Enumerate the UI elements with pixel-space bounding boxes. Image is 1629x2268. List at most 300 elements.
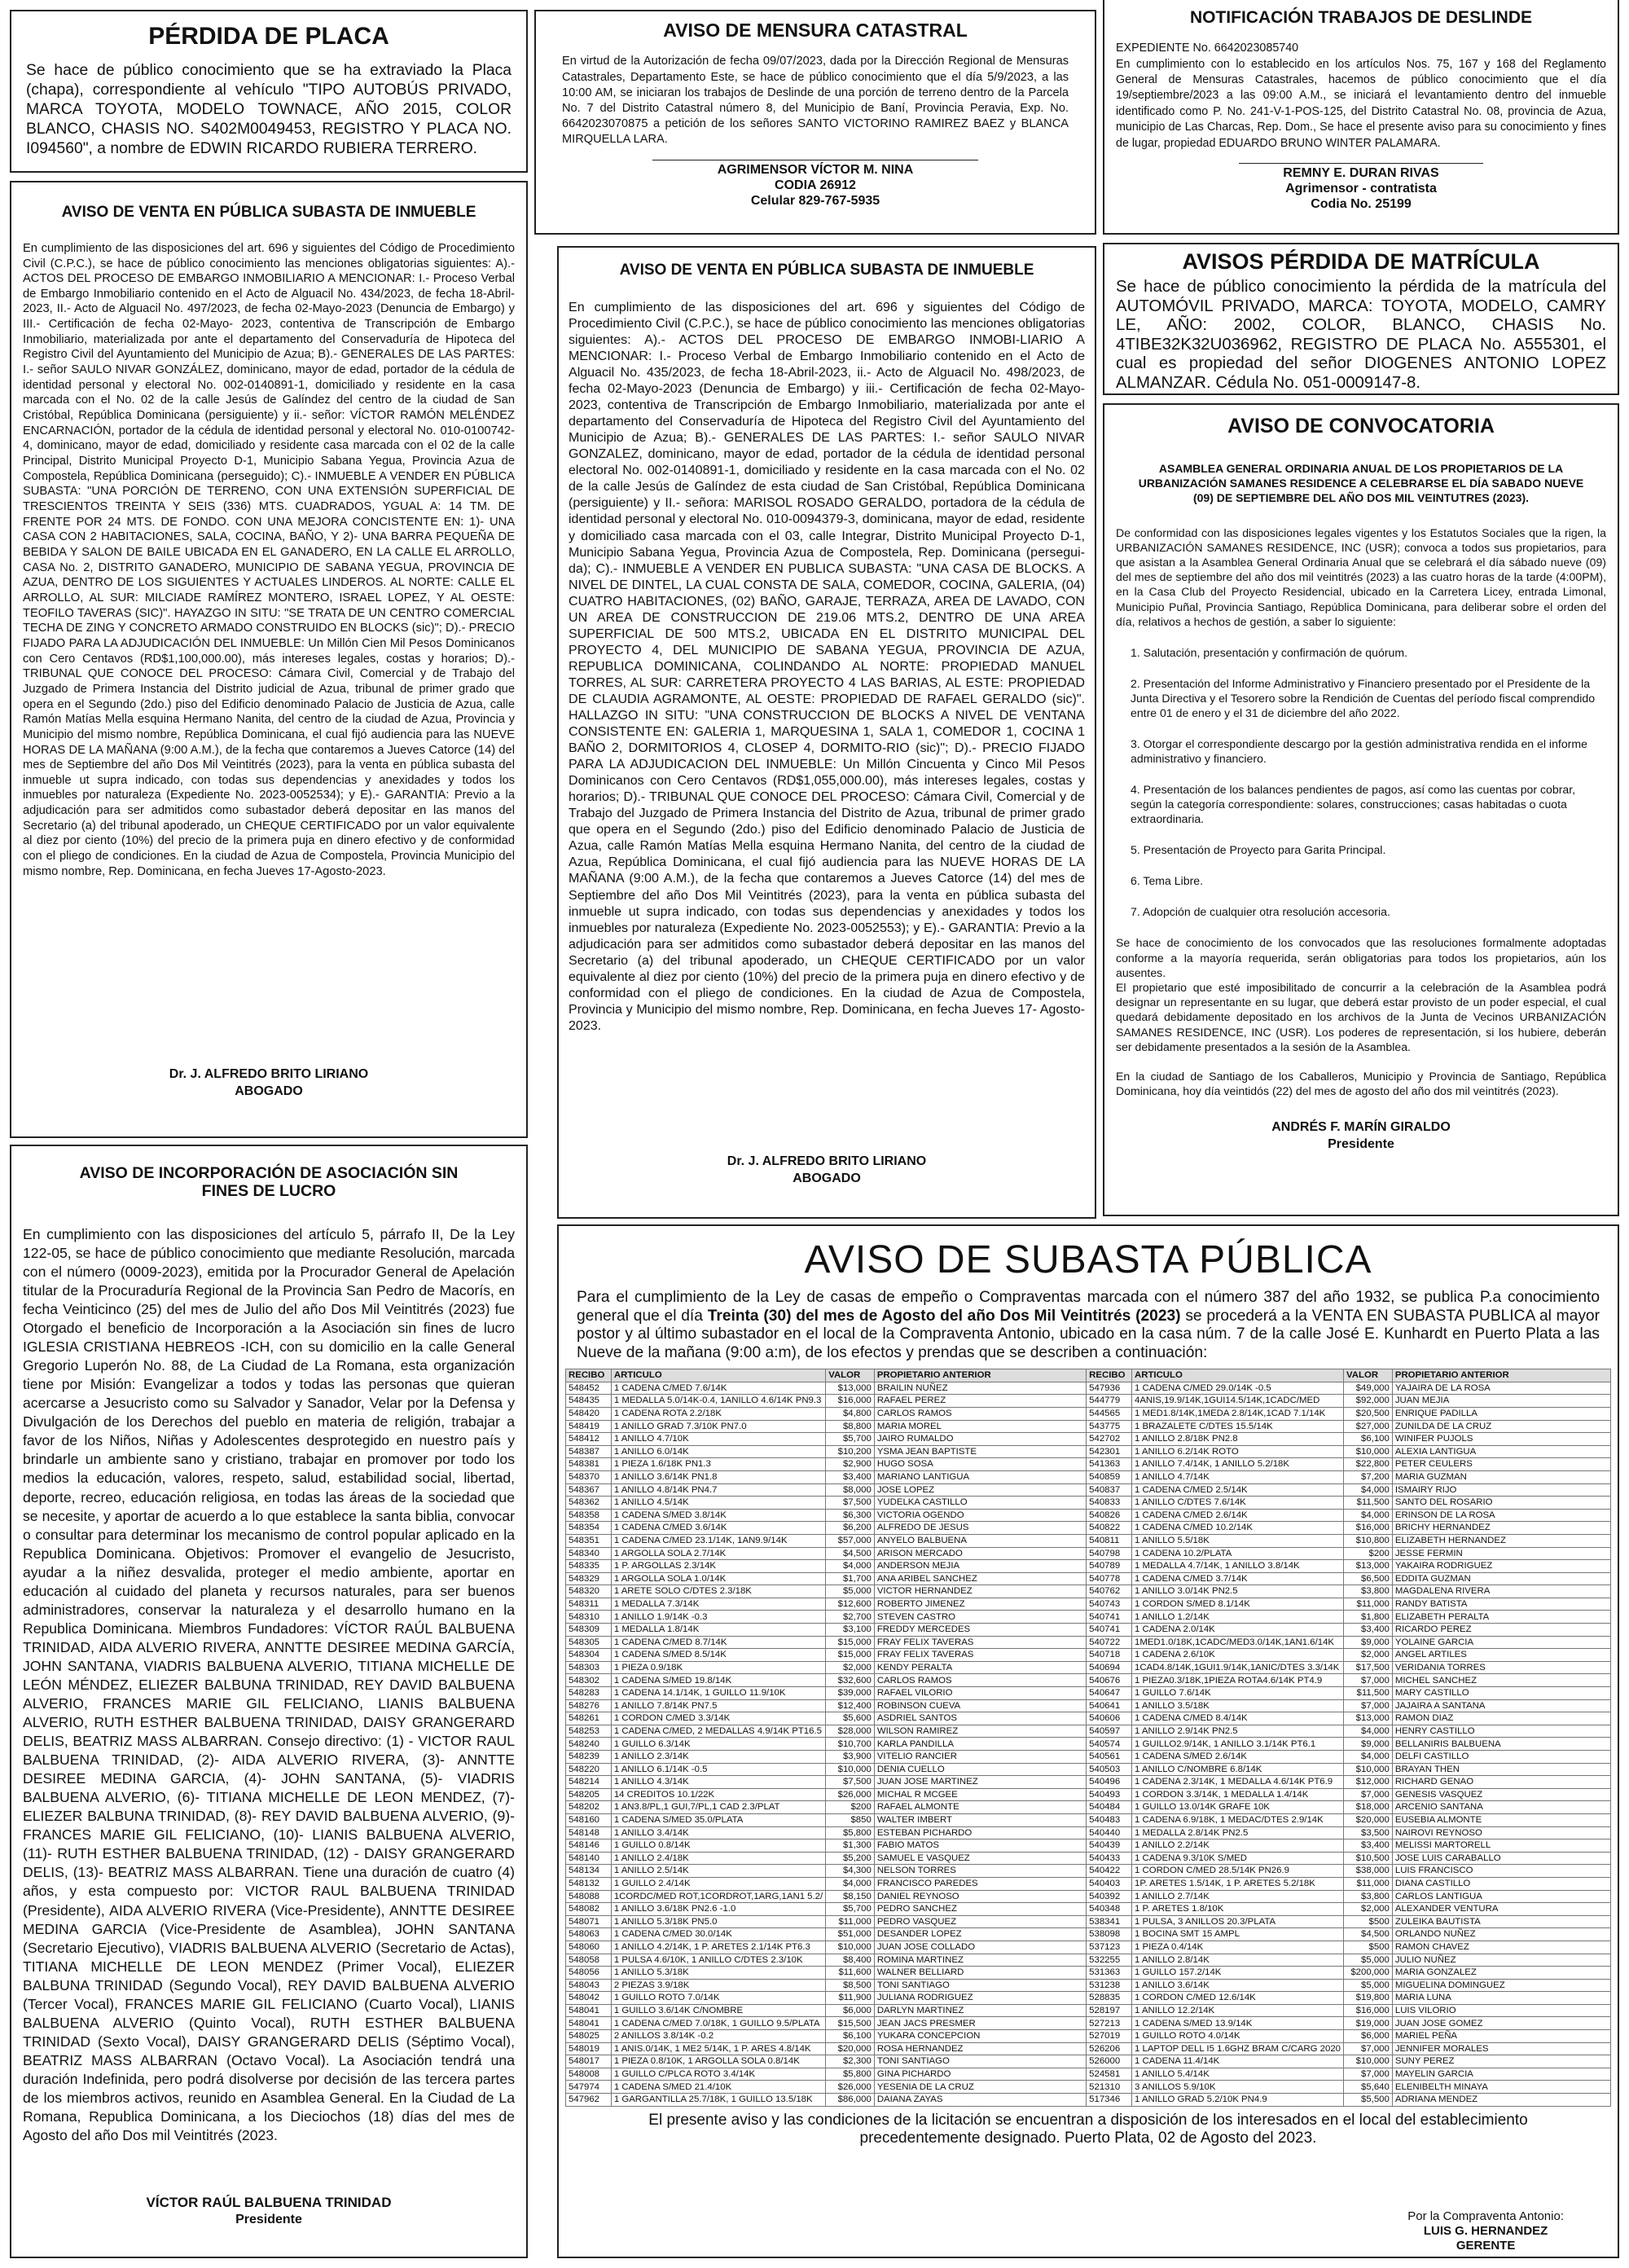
recibo-cell: 540483 [1087, 1813, 1132, 1826]
recibo-cell: 540597 [1087, 1725, 1132, 1738]
signature-rule [1239, 163, 1483, 164]
valor-cell: $5,640 [1344, 2081, 1393, 2094]
articulo-cell: 1 ANILLO C/DTES 7.6/14K [1132, 1497, 1344, 1510]
articulo-cell: 3 ANILLOS 5.9/10K [1132, 2081, 1344, 2094]
table-row [566, 2055, 1611, 2068]
table-row [566, 1636, 1611, 1649]
table-row [566, 1649, 1611, 1662]
propietario-cell: ANDERSON MEJIA [874, 1560, 1086, 1573]
valor-cell: $27,000 [1344, 1420, 1393, 1433]
articulo-cell: 1CAD4.8/14K,1GUI1.9/14K,1ANIC/DTES 3.3/14K [1132, 1661, 1344, 1674]
propietario-cell: SANTO DEL ROSARIO [1392, 1497, 1610, 1510]
signature-codia: CODIA 26912 [775, 178, 856, 192]
propietario-cell: MARIANO LANTIGUA [874, 1470, 1086, 1483]
articulo-cell: 1 ANILLO 2.4/18K [611, 1852, 825, 1865]
propietario-cell: MARIA MOREL [874, 1420, 1086, 1433]
signature-phone: Celular 829-767-5935 [750, 193, 880, 208]
recibo-cell: 517346 [1087, 2094, 1132, 2107]
table-row [566, 1813, 1611, 1826]
propietario-cell: ELENIBELTH MINAYA [1392, 2081, 1610, 2094]
valor-cell: $4,000 [1344, 1751, 1393, 1764]
venta-subasta-1-signature [11, 1066, 526, 1101]
valor-cell: $57,000 [826, 1534, 875, 1547]
recibo-cell: 543775 [1087, 1420, 1132, 1433]
propietario-cell: WILSON RAMIREZ [874, 1725, 1086, 1738]
recibo-cell: 548008 [566, 2068, 612, 2081]
recibo-cell: 540798 [1087, 1547, 1132, 1560]
articulo-cell: 1 ANILLO 4.2/14K, 1 P. ARETES 2.1/14K PT6.3 [611, 1941, 825, 1954]
recibo-cell: 540606 [1087, 1712, 1132, 1725]
articulo-cell: 1 CADENA C/MED 3.7/14K [1132, 1572, 1344, 1585]
propietario-cell: CARLOS RAMOS [874, 1674, 1086, 1687]
recibo-cell: 540859 [1087, 1470, 1132, 1483]
valor-cell: $13,000 [826, 1382, 875, 1395]
valor-cell: $11,000 [1344, 1598, 1393, 1611]
recibo-cell: 548351 [566, 1534, 612, 1547]
propietario-cell: ISMAIRY RIJO [1392, 1483, 1610, 1497]
recibo-cell: 548205 [566, 1788, 612, 1801]
propietario-cell: BRAILIN NUÑEZ [874, 1382, 1086, 1395]
valor-cell: $11,000 [1344, 1877, 1393, 1890]
propietario-cell: PEDRO VASQUEZ [874, 1915, 1086, 1928]
propietario-cell: JUAN JOSE GOMEZ [1392, 2017, 1610, 2030]
articulo-cell: 1 PULSA, 3 ANILLOS 20.3/PLATA [1132, 1915, 1344, 1928]
articulo-cell: 1 ANILLO 3.4/14K [611, 1826, 825, 1839]
recibo-cell: 548283 [566, 1687, 612, 1700]
valor-cell: $6,100 [826, 2030, 875, 2043]
recibo-cell: 540833 [1087, 1497, 1132, 1510]
recibo-cell: 548132 [566, 1877, 612, 1890]
propietario-cell: ANGEL ARTILES [1392, 1649, 1610, 1662]
valor-cell: $8,500 [826, 1979, 875, 1992]
articulo-cell: 1 ANILLO 5.3/18K PN5.0 [611, 1915, 825, 1928]
valor-cell: $18,000 [1344, 1801, 1393, 1814]
articulo-cell: 1 ANILLO 2.3/14K [611, 1751, 825, 1764]
table-row [566, 1407, 1611, 1420]
valor-cell: $22,800 [1344, 1458, 1393, 1471]
recibo-cell: 540676 [1087, 1674, 1132, 1687]
valor-cell: $92,000 [1344, 1395, 1393, 1408]
recibo-cell: 548088 [566, 1890, 612, 1903]
valor-cell: $32,600 [826, 1674, 875, 1687]
table-row [566, 1915, 1611, 1928]
subasta-footer: El presente aviso y las condiciones de la licitación se encuentran a disposición de los interesados en el local del establecimiento precedentemente designado. Puerto Plata, 02 de Agosto del 2023. [648, 2111, 1528, 2147]
articulo-cell: 1 ANILLO 1.9/14K -0.3 [611, 1611, 825, 1624]
articulo-cell: 1 ANILLO C/NOMBRE 6.8/14K [1132, 1763, 1344, 1776]
signature-title: Presidente [235, 2213, 302, 2227]
recibo-cell: 540484 [1087, 1801, 1132, 1814]
venta-subasta-2-text: En cumplimiento de las disposiciones del art. 696 y siguientes del Código de Procedimiento Civil (C.P.C.), se hace de público conocimiento las menciones obligatorias siguientes: A).- ACTOS DEL PROCESO DE EMBARGO INMOBI-LIARIO A MENCIONAR: I.- Proceso Verbal de Embargo Inmobiliario contenido en el Acto de Alguacil No. 435/2023, de fecha 18-Abril-2023, ii.- Acto de Alguacil No. 498/2023, de fecha 02-Mayo-2023 (Denuncia de Embargo) y iii.- Certificación de fecha 02-Mayo- 2023, contentiva de Transcripción de Embargo Inmobiliario, materializada por ante el departamento del Conservaduría de Hipoteca del Registro Civil del Ayuntamiento del Municipio de Azua; B).- GENERALES DE LAS PARTES: I.- señor SAULO NIVAR GONZALEZ, dominicano, mayor de edad, portador de la cédula de identidad personal electoral No. 002-0140891-1, domiciliado y residente en la casa marcada con el No. 02 de la calle Jesús de Galíndez de esta ciudad de San Cristóbal, República Dominicana (persiguiente) y II.- señora: MARISOL ROSADO GERALDO, portadora de la cédula de identidad personal y electoral No. 010-0094379-3, dominicana, mayor de edad, residente y domiciliado casa marcada con el 03, calle Integrar, Distrito Municipal Proyecto D-1, Municipio Sabana Yegua, Provincia Azua de Compostela, Rep. Dominicana (persegui-da); C).- INMUEBLE A VENDER EN PUBLICA SUBASTA: "UNA CASA DE BLOCKS. A NIVEL DE DINTEL, LA CUAL CONSTA DE SALA, COMEDOR, COCINA, GALERIA, (04) CUATRO HABITACIONES, (02) BAÑO, GARAJE, TERRAZA, AREA DE LAVADO, CON UN AREA DE CONSTRUCCION DE 219.06 MTS.2, DENTRO DE UNA AREA SUPERFICIAL DE 500 MTS.2, UBICADA EN EL DISTRITO MUNICIPAL DEL PROYECTO 4, DEL MUNICIPIO DE SABANA YEGUA, PROVINCIA DE AZUA, REPUBLICA DOMINICANA, COLINDANDO AL NORTE: PROPIEDAD MANUEL TORRES, AL SUR: CARRETERA PROYECTO 4 LAS BARIAS, AL ESTE: PROPIEDAD DE CLAUDIA AGRAMONTE, AL OESTE: PROPIEDAD DE RAFAEL GERALDO (sic)". HALLAZGO IN SITU: "UNA CONSTRUCCION DE BLOCKS A NIVEL DE VENTANA CONSISTENTE EN: GALERIA 1, MARQUESINA 1, SALA 1, COMEDOR 1, COCINA 1 BAÑO 2, DORMITORIOS 4, CLOSEP 4, DORMITO-RIO (sic)"; D).- PRECIO FIJADO PARA LA ADJUDICACION DEL INMUEBLE: Un Millón Cincuenta y Cinco Mil Pesos Dominicanos con Cero Centavos (RD$1,055,000.00), más intereses legales, costas y horarios; D).- TRIBUNAL QUE CONOCE DEL PROCESO: Cámara Civil, Comercial y de Trabajo del Juzgado de Primera Instancia del Distrito de Azua, tribunal de primer grado que opera en el Segundo (2do.) piso del Edificio denominado Palacio de Justicia de Azua, calle Ramón Matías Mella esquina Hermano Nanita, del centro de la ciudad de Azua, República Dominicana, el cual fijó audiencia para las NUEVE HORAS DE LA MAÑANA (9:00 A.M.), de la fecha que contaremos a Jueves Catorce (14) del mes de Septiembre del año Dos Mil Veintitrés (2023), para la venta en pública subasta del inmueble ut supra indicado, con todas sus dependencias y anexidades y todos los inmuebles por naturaleza (Expediente No. 2023-0052553); y E).- GARANTIA: Previo a la adjudicación para ser admitidos como subastador deberá depositar en las manos del Secretario (a) del tribunal apoderado, un CHEQUE CERTIFICADO por un valor equivalente al diez por ciento (10%) del precio de la primera puja en dinero efectivo y de conformidad con el pliego de condiciones. En la ciudad de Azua de Compostela, Provincia y Municipio del mismo nombre, Rep. Dominicana, en fecha Jueves 17- Agosto-2023. [569, 299, 1085, 1033]
table-row [566, 1788, 1611, 1801]
recibo-cell: 540574 [1087, 1738, 1132, 1751]
signature-title: Presidente [1328, 1137, 1394, 1152]
articulo-cell: 1 GUILLO 157.2/14K [1132, 1967, 1344, 1980]
propietario-cell: HUGO SOSA [874, 1458, 1086, 1471]
agenda-item: 5. Presentación de Proyecto para Garita Principal. [1131, 843, 1386, 857]
valor-cell: $3,400 [1344, 1624, 1393, 1637]
propietario-cell: MARIA GONZALEZ [1392, 1967, 1610, 1980]
table-row [566, 1954, 1611, 1967]
header-articulo: ARTICULO [611, 1369, 825, 1382]
valor-cell: $7,500 [826, 1497, 875, 1510]
propietario-cell: RAFAEL ALMONTE [874, 1801, 1086, 1814]
articulo-cell: 1 ARGOLLA SOLA 1.0/14K [611, 1572, 825, 1585]
valor-cell: $4,000 [826, 1560, 875, 1573]
table-row [566, 1992, 1611, 2005]
recibo-cell: 548071 [566, 1915, 612, 1928]
articulo-cell: 1 ANILLO 5.3/18K [611, 1967, 825, 1980]
valor-cell: $200 [1344, 1547, 1393, 1560]
recibo-cell: 548041 [566, 2004, 612, 2017]
propietario-cell: HENRY CASTILLO [1392, 1725, 1610, 1738]
propietario-cell: MICHAL R MCGEE [874, 1788, 1086, 1801]
table-row [566, 1699, 1611, 1712]
recibo-cell: 540789 [1087, 1560, 1132, 1573]
valor-cell: $3,400 [826, 1470, 875, 1483]
articulo-cell: 1 CADENA S/MED 8.5/14K [611, 1649, 825, 1662]
table-row [566, 1547, 1611, 1560]
recibo-cell: 548202 [566, 1801, 612, 1814]
propietario-cell: BRICHY HERNANDEZ [1392, 1522, 1610, 1535]
convocatoria-signature [1116, 1119, 1606, 1154]
table-row [566, 1585, 1611, 1598]
articulo-cell: 1 ANILLO 3.6/14K PN1.8 [611, 1470, 825, 1483]
articulo-cell: 1 ANILLO 2.9/14K PN2.5 [1132, 1725, 1344, 1738]
valor-cell: $4,300 [826, 1865, 875, 1878]
table-row [566, 1687, 1611, 1700]
recibo-cell: 544565 [1087, 1407, 1132, 1420]
propietario-cell: ORLANDO NUÑEZ [1392, 1928, 1610, 1941]
articulo-cell: 1 CADENA S/MED 19.8/14K [611, 1674, 825, 1687]
header-recibo: RECIBO [1087, 1369, 1132, 1382]
propietario-cell: ELIZABETH PERALTA [1392, 1611, 1610, 1624]
table-row [566, 1903, 1611, 1916]
recibo-cell: 548146 [566, 1839, 612, 1853]
valor-cell: $7,000 [1344, 1788, 1393, 1801]
header-articulo: ARTICULO [1132, 1369, 1344, 1382]
valor-cell: $38,000 [1344, 1865, 1393, 1878]
recibo-cell: 540722 [1087, 1636, 1132, 1649]
recibo-cell: 548302 [566, 1674, 612, 1687]
mensura-signature [562, 162, 1069, 209]
valor-cell: $10,000 [1344, 2055, 1393, 2068]
aviso-mensura-catastral [534, 10, 1096, 235]
table-row [566, 1560, 1611, 1573]
articulo-cell: 1 CORDON 3.3/14K, 1 MEDALLA 1.4/14K [1132, 1788, 1344, 1801]
recibo-cell: 540778 [1087, 1572, 1132, 1585]
valor-cell: $19,800 [1344, 1992, 1393, 2005]
valor-cell: $19,000 [1344, 2017, 1393, 2030]
propietario-cell: YESENIA DE LA CRUZ [874, 2081, 1086, 2094]
propietario-cell: DARLYN MARTINEZ [874, 2004, 1086, 2017]
valor-cell: $15,000 [826, 1649, 875, 1662]
recibo-cell: 526000 [1087, 2055, 1132, 2068]
recibo-cell: 548261 [566, 1712, 612, 1725]
table-row [566, 1611, 1611, 1624]
propietario-cell: JESSE FERMIN [1392, 1547, 1610, 1560]
recibo-cell: 548019 [566, 2042, 612, 2055]
valor-cell: $8,000 [826, 1483, 875, 1497]
aviso-perdida-matricula [1103, 243, 1619, 395]
aviso-incorporacion-asociacion [10, 1145, 528, 2258]
valor-cell: $20,000 [826, 2042, 875, 2055]
table-row [566, 1522, 1611, 1535]
valor-cell: $6,300 [826, 1509, 875, 1522]
agenda-item: 6. Tema Libre. [1131, 874, 1204, 888]
articulo-cell: 1 ANILLO 3.5/18K [1132, 1699, 1344, 1712]
valor-cell: $15,500 [826, 2017, 875, 2030]
propietario-cell: YUKARA CONCEPCION [874, 2030, 1086, 2043]
signature-title: GERENTE [1456, 2239, 1516, 2253]
propietario-cell: JENNIFER MORALES [1392, 2042, 1610, 2055]
agenda-item: 3. Otorgar el correspondiente descargo por la gestión administrativa rendida en el informe administrativo y financiero. [1131, 737, 1587, 766]
recibo-cell: 548310 [566, 1611, 612, 1624]
recibo-cell: 547962 [566, 2094, 612, 2107]
perdida-placa-title: PÉRDIDA DE PLACA [148, 23, 389, 50]
articulo-cell: 1 ANILLO 4.7/10K [611, 1433, 825, 1446]
propietario-cell: NELSON TORRES [874, 1865, 1086, 1878]
convocatoria-paragraph-2: El propietario que esté imposibilitado de concurrir a la celebración de la Asamblea podrá designar un representante en su lugar, que deberá estar provisto de un poder especial, el cual quedará debidamente depositado en los archivos de la Junta de Vecinos URBANIZACIÓN SAMANES RESIDENCE, INC (USR). Los poderes de representación, si los hubiere, deberán ser debidamente presentados a la sesión de la Asamblea. [1116, 981, 1606, 1053]
valor-cell: $28,000 [826, 1725, 875, 1738]
articulo-cell: 1 MEDALLA 5.0/14K-0.4, 1ANILLO 4.6/14K PN9.3 [611, 1395, 825, 1408]
propietario-cell: VICTORIA OGENDO [874, 1509, 1086, 1522]
incorporacion-signature [11, 2194, 526, 2229]
valor-cell: $200,000 [1344, 1967, 1393, 1980]
recibo-cell: 526206 [1087, 2042, 1132, 2055]
valor-cell: $10,000 [1344, 1763, 1393, 1776]
propietario-cell: PEDRO SANCHEZ [874, 1903, 1086, 1916]
table-row [566, 1598, 1611, 1611]
valor-cell: $6,000 [1344, 2030, 1393, 2043]
articulo-cell: 1 ANILLO 3.0/14K PN2.5 [1132, 1585, 1344, 1598]
table-header-row [566, 1369, 1611, 1382]
propietario-cell: YAJAIRA DE LA ROSA [1392, 1382, 1610, 1395]
propietario-cell: EUSEBIA ALMONTE [1392, 1813, 1610, 1826]
articulo-cell: 1 GUILLO 6.3/14K [611, 1738, 825, 1751]
propietario-cell: ZULEIKA BAUTISTA [1392, 1915, 1610, 1928]
articulo-cell: 1 ANILLO 5.5/18K [1132, 1534, 1344, 1547]
recibo-cell: 548276 [566, 1699, 612, 1712]
table-row [566, 1852, 1611, 1865]
aviso-perdida-placa [10, 10, 528, 173]
mensura-text: En virtud de la Autorización de fecha 09/07/2023, dada por la Dirección Regional de Mensuras Catastrales, Departamento Este, se hace de público conocimiento que el día 5/9/2023, a las 10:00 AM, se iniciaran los trabajos de Deslinde de una porción de terreno dentro de la Parcela No. 7 del Distrito Catastral número 8, del Municipio de Baní, Provincia Peravia, Exp. No. 6642023070875 a petición de los señores SANTO VICTORINO RAMIREZ BAEZ y BLANCA MIRQUELLA LARA. [562, 55, 1069, 147]
recibo-cell: 548354 [566, 1522, 612, 1535]
propietario-cell: ALEXANDER VENTURA [1392, 1903, 1610, 1916]
recibo-cell: 548452 [566, 1382, 612, 1395]
propietario-cell: MARIA GUZMAN [1392, 1470, 1610, 1483]
table-row [566, 1826, 1611, 1839]
recibo-cell: 528835 [1087, 1992, 1132, 2005]
propietario-cell: JUAN JOSE MARTINEZ [874, 1776, 1086, 1789]
valor-cell: $10,000 [826, 1941, 875, 1954]
aviso-subasta-publica [557, 1224, 1619, 2258]
table-row [566, 1661, 1611, 1674]
subasta-intro-b: se procederá a la VENTA EN SUBASTA PUBLICA al mayor postor y al último subastador en el local de la Compraventa Antonio, ubicado en la casa núm. 7 de la calle José E. Kunhardt en Puerto Plata a las Nueve de la mañana (9:00 a:m), de los efectos y prendas que se describen a continuación: [577, 1307, 1600, 1361]
valor-cell: $11,500 [1344, 1687, 1393, 1700]
subasta-table-body [566, 1382, 1611, 2106]
valor-cell: $11,500 [1344, 1497, 1393, 1510]
valor-cell: $11,600 [826, 1967, 875, 1980]
articulo-cell: 1 PIEZA 1.6/18K PN1.3 [611, 1458, 825, 1471]
subasta-items-table [565, 1369, 1611, 2106]
articulo-cell: 1 GUILLO 13.0/14K GRAFE 10K [1132, 1801, 1344, 1814]
articulo-cell: 1 ANILLO 12.2/14K [1132, 2004, 1344, 2017]
propietario-cell: STEVEN CASTRO [874, 1611, 1086, 1624]
articulo-cell: 1 GUILLO ROTO 7.0/14K [611, 1992, 825, 2005]
signature-name: AGRIMENSOR VÍCTOR M. NINA [717, 162, 914, 177]
subasta-intro [577, 1289, 1600, 1362]
articulo-cell: 1 CADENA C/MED 7.6/14K [611, 1382, 825, 1395]
propietario-cell: MIGUELINA DOMINGUEZ [1392, 1979, 1610, 1992]
recibo-cell: 548043 [566, 1979, 612, 1992]
venta-subasta-1-text: En cumplimiento de las disposiciones del art. 696 y siguientes del Código de Procedimiento Civil (C.P.C.), se hace de público conocimiento las menciones obligatorias siguientes: A).- ACTOS DEL PROCESO DE EMBARGO INMOBILIARIO A MENCIONAR: I.- Proceso Verbal de Embargo Inmobiliario contenido en el Acto de Alguacil No. 434/2023, de fecha 18-Abril-2023, II.- Acto de Alguacil No. 497/2023, de fecha 02-Mayo-2023 (Denuncia de Embargo) y III.- Certificación de fecha 02-Mayo- 2023, contentiva de Transcripción de Embargo Inmobiliario, materializada por ante el departamento del Conservaduría de Hipoteca del Registro Civil del Ayuntamiento del Municipio de Azua; B).- GENERALES DE LAS PARTES: I.- señor SAULO NIVAR GONZÁLEZ, dominicano, mayor de edad, portador de la cédula de identidad personal y electoral No. 002-0140891-1, domiciliado y residente en la casa marcada con el No. 02 de la calle Jesús de Galíndez del centro de la ciudad de San Cristóbal, República Dominicana (persiguiente) y ii.- señor: VÍCTOR RAMÓN MELÉNDEZ ENCARNACIÓN, portador de la cédula de identidad personal y electoral No. 010-0100742-4, dominicano, mayor de edad, domiciliado y residente casa marcada con el 02 de la calle Principal, Distrito Municipal Proyecto D-1, Municipio Sabana Yegua, Provincia Azua de Compostela, República Dominicana (perseguido); C).- INMUEBLE A VENDER EN PÚBLICA SUBASTA: "UNA PORCIÓN DE TERRENO, CON UNA EXTENSIÓN SUPERFICIAL DE TRESCIENTOS TREINTA Y SEIS (336) MTS. CUADRADOS, YGUAL A: 14 TM. DE FRENTE POR 24 MTS. DE FONDO. CON UNA MEJORA CONCISTENTE EN: 1)- UNA CASA CON 2 HABITACIONES, SALA, COCINA, BAÑO, Y 2)- UNA BARRA PEQUEÑA DE BEBIDA Y SALON DE BAILE UBICADA EN EL GANADERO, EN LA CALLE EL ARROLLO, CASA No. 2, DISTRITO GANADERO, MUNICIPIO DE SABANA YEGUA, PROVINCIA DE AZUA, DENTRO DE LOS SIGUIENTES Y ACTUALES LINDEROS. AL NORTE: CALLE EL ARROLLO, AL SUR: MILCIADE RAMÍREZ MONTERO, ISRAEL LOPEZ, Y AL OESTE: TEOFILO TAVERAS (SIC)". HAYAZGO IN SITU: "SE TRATA DE UN CENTRO COMERCIAL TECHA DE ZING Y CONCRETO ARMADO CONSTRUIDO EN BLOCKS (sic)"; D).- PRECIO FIJADO PARA LA ADJUDICACIÓN DEL INMUEBLE: Un Millón Cien Mil Pesos Dominicanos con Cero Centavos (RD$1,100,000.00), más intereses legales, costas y horarios; D).- TRIBUNAL QUE CONOCE DEL PROCESO: Cámara Civil, Comercial y de Trabajo del Juzgado de Primera Instancia del Distrito judicial de Azua, tribunal de primer grado que opera en el Segundo (2do.) piso del Edificio denominado Palacio de Justicia de Azua, calle Ramón Matías Mella esquina Hermano Nanita, del centro de la ciudad de Azua, Provincia y Municipio del mismo nombre, República Dominicana, el cual fijó audiencia para las NUEVE HORAS DE LA MAÑANA (9:00 A.M.), de la fecha que contaremos a Jueves Catorce (14) del mes de Septiembre del año Dos Mil Veintitrés (2023), para la venta en pública subasta del inmueble ut supra indicado, con todas sus dependencias y anexidades y todos los inmuebles por naturaleza (Expediente No. 2023-0052534); y E).- GARANTIA: Previo a la adjudicación para ser admitidos como subastador deberá depositar en las manos del Secretario (a) del tribunal apoderado, un CHEQUE CERTIFICADO por un valor equivalente al diez por ciento (10%) del precio de la primera puja en dinero efectivo y de conformidad con el pliego de condiciones. En la ciudad de Azua de Compostela, Provincia Municipio del mismo nombre, Rep. Dominicana, en fecha Jueves 17-Agosto-2023. [23, 241, 515, 878]
propietario-cell: TONI SANTIAGO [874, 1979, 1086, 1992]
valor-cell: $6,500 [1344, 1572, 1393, 1585]
subasta-signature [1407, 2209, 1564, 2253]
subasta-intro-a: Para el cumplimiento de la Ley de casas de empeño o Compraventas marcada con el número 387 del año 1932, se publica P.a conocimiento general que el día [577, 1289, 1600, 1325]
signature-title: ABOGADO [235, 1083, 303, 1098]
articulo-cell: 1 PIEZA 0.8/10K, 1 ARGOLLA SOLA 0.8/14K [611, 2055, 825, 2068]
valor-cell: $4,800 [826, 1407, 875, 1420]
recibo-cell: 548041 [566, 2017, 612, 2030]
agenda-item: 2. Presentación del Informe Administrativo y Financiero presentado por el Presidente de la Junta Directiva y el Tesorero sobre la Rendición de Cuentas del período fiscal comprendido entre 01 de enero y el 31 de diciembre del año 2022. [1131, 677, 1596, 720]
articulo-cell: 1CORDC/MED ROT,1CORDROT,1ARG,1AN1 5.2/ [611, 1890, 825, 1903]
propietario-cell: RAMON CHAVEZ [1392, 1941, 1610, 1954]
recibo-cell: 548058 [566, 1954, 612, 1967]
valor-cell: $20,000 [1344, 1813, 1393, 1826]
recibo-cell: 548148 [566, 1826, 612, 1839]
table-row [566, 1572, 1611, 1585]
signature-name: ANDRÉS F. MARÍN GIRALDO [1271, 1120, 1451, 1135]
recibo-cell: 548140 [566, 1852, 612, 1865]
articulo-cell: 1 CADENA 6.9/18K, 1 MEDAC/DTES 2.9/14K [1132, 1813, 1344, 1826]
deslinde-title: NOTIFICACIÓN TRABAJOS DE DESLINDE [1189, 8, 1533, 27]
propietario-cell: DELFI CASTILLO [1392, 1751, 1610, 1764]
recibo-cell: 548253 [566, 1725, 612, 1738]
valor-cell: $500 [1344, 1915, 1393, 1928]
propietario-cell: SAMUEL E VASQUEZ [874, 1852, 1086, 1865]
valor-cell: $5,700 [826, 1903, 875, 1916]
propietario-cell: EDDITA GUZMAN [1392, 1572, 1610, 1585]
recibo-cell: 540422 [1087, 1865, 1132, 1878]
propietario-cell: KENDY PERALTA [874, 1661, 1086, 1674]
propietario-cell: ARISON MERCADO [874, 1547, 1086, 1560]
propietario-cell: RAMON DIAZ [1392, 1712, 1610, 1725]
propietario-cell: WALTER IMBERT [874, 1813, 1086, 1826]
notificacion-trabajos-deslinde [1103, 0, 1619, 235]
signature-name: Dr. J. ALFREDO BRITO LIRIANO [169, 1067, 369, 1081]
articulo-cell: 1 ANILLO 2.8/18K PN2.8 [1132, 1433, 1344, 1446]
articulo-cell: 1 PIEZA0.3/18K,1PIEZA ROTA4.6/14K PT4.9 [1132, 1674, 1344, 1687]
table-row [566, 1839, 1611, 1853]
articulo-cell: 1 P. ARETES 1.8/10K [1132, 1903, 1344, 1916]
articulo-cell: 1 CADENA C/MED 7.0/18K, 1 GUILLO 9.5/PLATA [611, 2017, 825, 2030]
valor-cell: $39,000 [826, 1687, 875, 1700]
recibo-cell: 548387 [566, 1445, 612, 1458]
valor-cell: $6,200 [826, 1522, 875, 1535]
valor-cell: $10,000 [1344, 1445, 1393, 1458]
articulo-cell: 1 CORDON C/MED 12.6/14K [1132, 1992, 1344, 2005]
propietario-cell: JOSE LUIS CARABALLO [1392, 1852, 1610, 1865]
articulo-cell: 14 CREDITOS 10.1/22K [611, 1788, 825, 1801]
agenda-item: 4. Presentación de los balances pendientes de pagos, así como las cuentas por cobrar, según la categoría correspondiente: solares, construcciones; casas habitadas o cuota extraordinaria. [1131, 783, 1576, 826]
articulo-cell: 1 CADENA C/MED 2.6/14K [1132, 1509, 1344, 1522]
propietario-cell: ERINSON DE LA ROSA [1392, 1509, 1610, 1522]
articulo-cell: 1 CADENA S/MED 2.6/14K [1132, 1751, 1344, 1764]
aviso-convocatoria [1103, 403, 1619, 1216]
articulo-cell: 1 ANILLO 2.2/14K [1132, 1839, 1344, 1853]
valor-cell: $26,000 [826, 2081, 875, 2094]
propietario-cell: BRAYAN THEN [1392, 1763, 1610, 1776]
articulo-cell: 1 GARGANTILLA 25.7/18K, 1 GUILLO 13.5/18K [611, 2094, 825, 2107]
signature-name: Dr. J. ALFREDO BRITO LIRIANO [727, 1154, 927, 1168]
header-propietario: PROPIETARIO ANTERIOR [1392, 1369, 1610, 1382]
articulo-cell: 1 CADENA 14.1/14K, 1 GUILLO 11.9/10K [611, 1687, 825, 1700]
articulo-cell: 1 PULSA 4.6/10K, 1 ANILLO C/DTES 2.3/10K [611, 1954, 825, 1967]
articulo-cell: 1 MEDALLA 1.8/14K [611, 1624, 825, 1637]
table-row [566, 1674, 1611, 1687]
propietario-cell: PETER CEULERS [1392, 1458, 1610, 1471]
valor-cell: $2,000 [1344, 1903, 1393, 1916]
convocatoria-intro: De conformidad con las disposiciones legales vigentes y los Estatutos Sociales que la rigen, la URBANIZACIÓN SAMANES RESIDENCE, INC (USR); convoca a todos sus propietarios, para que asistan a la Asamblea General Ordinaria Anual que se celebrará el día sábado nueve (09) del mes de septiembre del año dos mil veintitrés (2023) a las cuatro horas de la tarde (4:00PM), en la Casa Club del Proyecto Residencial, ubicado en la Carretera Licey, entrada Limonal, Municipio Puñal, Provincia Santiago, República Dominicana, para deliberar sobre el orden del día, relativos a hechos de gestión, a saber lo siguiente: [1116, 525, 1606, 628]
valor-cell: $3,800 [1344, 1890, 1393, 1903]
deslinde-signature [1116, 165, 1606, 212]
articulo-cell: 1 GUILLO ROTO 4.0/14K [1132, 2030, 1344, 2043]
recibo-cell: 548025 [566, 2030, 612, 2043]
propietario-cell: JUAN MEJIA [1392, 1395, 1610, 1408]
valor-cell: $2,300 [826, 2055, 875, 2068]
table-row [566, 1877, 1611, 1890]
convocatoria-paragraph-3: En la ciudad de Santiago de los Caballeros, Municipio y Provincia de Santiago, República Dominicana, hoy día veintidós (22) del mes de agosto del año dos mil veintitrés (2023). [1116, 1070, 1606, 1098]
articulo-cell: 1 ANILLO 3.6/14K [1132, 1979, 1344, 1992]
table-row [566, 1497, 1611, 1510]
valor-cell: $13,000 [1344, 1712, 1393, 1725]
recibo-cell: 540741 [1087, 1611, 1132, 1624]
table-row [566, 1928, 1611, 1941]
incorporacion-title: AVISO DE INCORPORACIÓN DE ASOCIACIÓN SIN FINES DE LUCRO [79, 1164, 459, 1201]
articulo-cell: 1 GUILLO2.9/14K, 1 ANILLO 3.1/14K PT6.1 [1132, 1738, 1344, 1751]
propietario-cell: KARLA PANDILLA [874, 1738, 1086, 1751]
articulo-cell: 1 ANILLO 6.2/14K ROTO [1132, 1445, 1344, 1458]
propietario-cell: CARLOS RAMOS [874, 1407, 1086, 1420]
propietario-cell: SUNY PEREZ [1392, 2055, 1610, 2068]
recibo-cell: 548017 [566, 2055, 612, 2068]
recibo-cell: 527019 [1087, 2030, 1132, 2043]
articulo-cell: 1 PIEZA 0.9/18K [611, 1661, 825, 1674]
recibo-cell: 548160 [566, 1813, 612, 1826]
propietario-cell: MARIEL PEÑA [1392, 2030, 1610, 2043]
signature-title: Agrimensor - contratista [1285, 181, 1437, 196]
table-row [566, 2030, 1611, 2043]
propietario-cell: MELISSI MARTORELL [1392, 1839, 1610, 1853]
recibo-cell: 541363 [1087, 1458, 1132, 1471]
venta-subasta-2-title: AVISO DE VENTA EN PÚBLICA SUBASTA DE INMUEBLE [619, 262, 1034, 279]
articulo-cell: 1 ANIS.0/14K, 1 ME2 5/14K, 1 P. ARES 4.8/14K [611, 2042, 825, 2055]
propietario-cell: ROSA HERNANDEZ [874, 2042, 1086, 2055]
propietario-cell: RAFAEL VILORIO [874, 1687, 1086, 1700]
recibo-cell: 531238 [1087, 1979, 1132, 1992]
valor-cell: $4,500 [826, 1547, 875, 1560]
valor-cell: $7,000 [1344, 1699, 1393, 1712]
table-row [566, 1712, 1611, 1725]
propietario-cell: JAJAIRA A SANTANA [1392, 1699, 1610, 1712]
propietario-cell: MICHEL SANCHEZ [1392, 1674, 1610, 1687]
valor-cell: $4,500 [1344, 1928, 1393, 1941]
recibo-cell: 540440 [1087, 1826, 1132, 1839]
recibo-cell: 548435 [566, 1395, 612, 1408]
recibo-cell: 540348 [1087, 1903, 1132, 1916]
propietario-cell: NAIROVI REYNOSO [1392, 1826, 1610, 1839]
